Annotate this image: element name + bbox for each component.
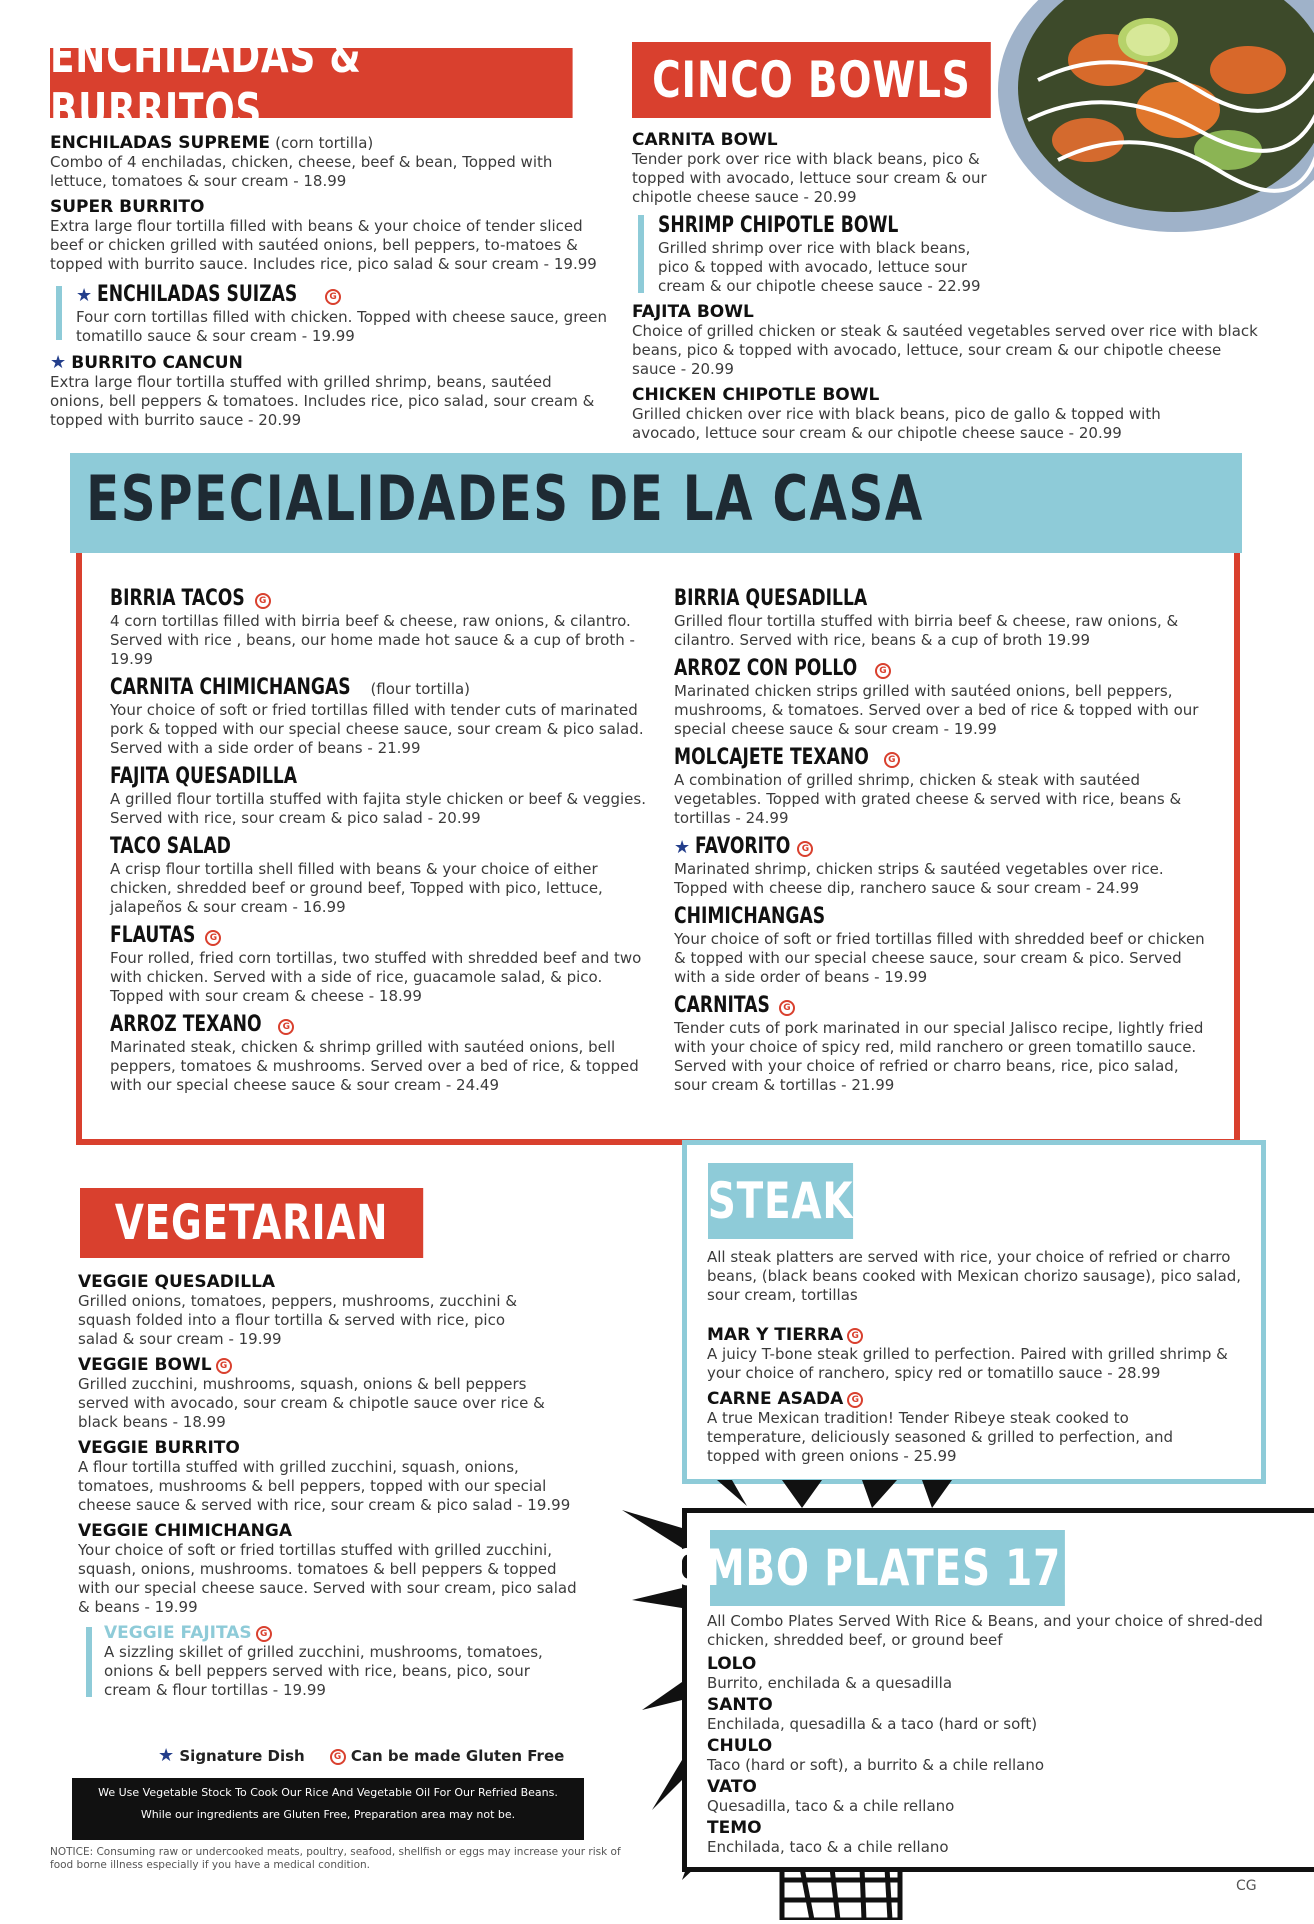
menu-item [707,1777,1267,1816]
item-desc: Enchilada, quesadilla & a taco (hard or soft) [707,1715,1038,1733]
item-desc: Burrito, enchilada & a quesadilla [707,1674,953,1692]
item-name: LOLO [707,1654,757,1674]
item-desc: A combination of grilled shrimp, chicken & steak with sautéed vegetables. Topped with grated cheese & served with rice, beans & tortillas - 24.99 [674,771,1182,827]
item-desc: A juicy T-bone steak grilled to perfection. Paired with grilled shrimp & your choice of ranchero, spicy red or tomatillo sauce - 28.99 [707,1345,1228,1382]
featured-bar [86,1627,92,1697]
cinco-banner [632,42,991,118]
item-desc: A flour tortilla stuffed with grilled zucchini, squash, onions, tomatoes, mushrooms & bell peppers, topped with our special cheese sauce & served with rice, sour cream & pico salad - 19.99 [78,1458,571,1514]
menu-item [707,1389,1252,1466]
gluten-free-icon: G [256,1626,272,1642]
star-icon: ★ [158,1745,175,1766]
item-name: VEGGIE CHIMICHANGA [78,1521,293,1541]
item-desc: Tender pork over rice with black beans, pico & topped with avocado, lettuce sour cream & our chipotle cheese sauce - 20.99 [632,150,987,206]
featured-bar [638,215,644,293]
menu-item [707,1695,1267,1734]
steak-section [707,1248,1252,1472]
item-name: BURRITO CANCUN [71,353,243,373]
gluten-free-icon: G [330,1749,346,1765]
item-desc: Taco (hard or soft), a burrito & a chile rellano [707,1756,1045,1774]
item-name: VEGGIE BURRITO [78,1438,240,1458]
footer-code: CG [1236,1878,1257,1894]
menu-item [110,834,650,917]
item-name: CHICKEN CHIPOTLE BOWL [632,385,880,405]
item-desc: A crisp flour tortilla shell filled with beans & your choice of either chicken, shredded beef or ground beef, Topped with pico, lettuce, jalapeños & sour cream - 16.99 [110,860,603,916]
item-name: ARROZ CON POLLO [674,656,858,681]
item-name: FLAUTAS [110,923,196,948]
gluten-free-icon: G [797,841,813,857]
item-desc: Grilled chicken over rice with black beans, pico de gallo & topped with avocado, lettuce sour cream & our chipotle cheese sauce - 20.99 [632,405,1161,442]
menu-item [707,1818,1267,1857]
item-desc: Your choice of soft or fried tortillas filled with shredded beef or chicken & topped with our special cheese sauce, sour cream & pico. Served with a side order of beans - 19.99 [674,930,1205,986]
gluten-free-icon: G [205,930,221,946]
menu-item-featured [78,1623,578,1700]
menu-item [78,1355,578,1432]
item-desc: Your choice of soft or fried tortillas filled with tender cuts of marinated pork & topped with our special cheese sauce, sour cream & pico salad. Served with a side order of beans - 21.99 [110,701,644,757]
cinco-section [632,130,1272,449]
item-name: SUPER BURRITO [50,197,205,217]
item-name: CARNITA BOWL [632,130,778,150]
item-name: VATO [707,1777,757,1797]
item-tag: (corn tortilla) [275,134,374,152]
menu-item [707,1654,1267,1693]
gluten-free-icon: G [884,752,900,768]
menu-item [110,764,650,828]
item-name: TACO SALAD [110,834,231,859]
item-desc: Quesadilla, taco & a chile rellano [707,1797,955,1815]
menu-item [50,352,610,430]
item-name: MOLCAJETE TEXANO [674,745,869,770]
vegetarian-title: VEGETARIAN [114,1195,389,1251]
combo-title: COMBO PLATES 17.99 [642,1539,1133,1597]
item-desc: Four corn tortillas filled with chicken. Topped with cheese sauce, green tomatillo sauce & sour cream - 19.99 [76,308,607,345]
featured-bar [56,286,62,340]
note-line-1: We Use Vegetable Stock To Cook Our Rice And Vegetable Oil For Our Refried Beans. [98,1786,558,1799]
menu-item-featured [632,213,1272,296]
item-name: SANTO [707,1695,773,1715]
menu-item [674,745,1214,828]
item-name: TEMO [707,1818,762,1838]
menu-item [632,302,1272,379]
item-name: VEGGIE BOWL [78,1355,212,1375]
menu-item [78,1438,578,1515]
menu-item-featured [50,282,610,346]
item-name: BIRRIA TACOS [110,586,245,611]
item-name: ENCHILADAS SUIZAS [97,282,298,307]
menu-item [674,834,1214,898]
gluten-free-icon: G [255,593,271,609]
item-desc: Marinated steak, chicken & shrimp grilled with sautéed onions, bell peppers, tomatoes & mushrooms. Served over a bed of rice, & topped with our special cheese sauce & sour cream - 24.49 [110,1038,639,1094]
item-desc: Grilled zucchini, mushrooms, squash, onions & bell peppers served with avocado, sour cream & chipotle sauce over rice & black beans - 18.99 [78,1375,545,1431]
gluten-free-icon: G [216,1358,232,1374]
menu-item [50,133,610,191]
star-icon: ★ [674,837,691,858]
item-name: CHULO [707,1736,773,1756]
especialidades-right [674,586,1214,1101]
item-desc: Marinated chicken strips grilled with sautéed onions, bell peppers, mushrooms, & tomatoes. Served over a bed of rice & topped with our special cheese sauce & sour cream - 19.99 [674,682,1199,738]
item-name: CARNITA CHIMICHANGAS [110,675,351,700]
item-desc: Marinated shrimp, chicken strips & sautéed vegetables over rice. Topped with cheese dip, ranchero sauce & sour cream - 24.99 [674,860,1164,897]
vegetarian-section [78,1272,578,1706]
item-desc: Tender cuts of pork marinated in our special Jalisco recipe, lightly fried with your choice of spicy red, mild ranchero or green tomatillo sauce. Served with your choice of refried or charro beans, rice, pico salad, sour cream & tortillas - 21.99 [674,1019,1204,1094]
especialidades-left [110,586,650,1101]
menu-item [707,1736,1267,1775]
item-name: MAR Y TIERRA [707,1325,844,1345]
item-name: CHIMICHANGAS [674,904,826,929]
gluten-free-icon: G [847,1392,863,1408]
menu-item [110,1012,650,1095]
item-desc: Extra large flour tortilla stuffed with grilled shrimp, beans, sautéed onions, bell peppers & tomatoes. Includes rice, pico salad, sour cream & topped with burrito sauce - 20.99 [50,373,595,429]
enchiladas-banner [50,29,573,137]
menu-item [632,385,1272,443]
item-name: CARNITAS [674,993,770,1018]
gluten-free-icon: G [779,1000,795,1016]
star-icon: ★ [50,352,67,373]
item-desc: Grilled onions, tomatoes, peppers, mushrooms, zucchini & squash folded into a flour tortilla & served with rice, pico salad & sour cream - 19.99 [78,1292,518,1348]
item-name: ENCHILADAS SUPREME [50,133,271,153]
menu-item [78,1521,578,1617]
item-desc: Choice of grilled chicken or steak & sautéed vegetables served over rice with black beans, pico & topped with avocado, lettuce, sour cream & our chipotle cheese sauce - 20.99 [632,322,1258,378]
steak-title: STEAK [707,1172,854,1230]
item-desc: A true Mexican tradition! Tender Ribeye steak cooked to temperature, deliciously seasoned & grilled to perfection, and topped with green onions - 25.99 [707,1409,1174,1465]
item-desc: Grilled shrimp over rice with black beans, pico & topped with avocado, lettuce sour cream & our chipotle cheese sauce - 22.99 [658,239,981,295]
item-name: FAJITA BOWL [632,302,754,322]
item-desc: Combo of 4 enchiladas, chicken, cheese, beef & bean, Topped with lettuce, tomatoes & sour cream - 18.99 [50,153,553,190]
menu-item [50,197,610,274]
legend-signature: Signature Dish [179,1747,305,1765]
menu-item [674,993,1214,1095]
legend [158,1745,564,1766]
combo-section [707,1612,1267,1859]
item-tag: (flour tortilla) [370,680,471,698]
item-desc: Enchilada, taco & a chile rellano [707,1838,949,1856]
menu-item [110,675,650,758]
item-name: BIRRIA QUESADILLA [674,586,868,611]
menu-item [110,923,650,1006]
item-name: ARROZ TEXANO [110,1012,262,1037]
gluten-free-icon: G [875,663,891,679]
menu-item [674,586,1214,650]
note-box [72,1778,584,1840]
menu-item [110,586,650,669]
menu-item [632,130,1272,207]
menu-item [78,1272,578,1349]
item-name: VEGGIE FAJITAS [104,1623,252,1643]
item-desc: Grilled flour tortilla stuffed with birria beef & cheese, raw onions, & cilantro. Served with rice, beans & a cup of broth 19.99 [674,612,1179,649]
note-line-2: While our ingredients are Gluten Free, Preparation area may not be. [140,1808,516,1821]
item-desc: Extra large flour tortilla filled with beans & your choice of tender sliced beef or chicken grilled with sautéed onions, bell peppers, to-matoes & topped with burrito sauce. Includes rice, pico salad & sour cream - 19.99 [50,217,597,273]
item-name: SHRIMP CHIPOTLE BOWL [658,213,899,238]
steak-intro: All steak platters are served with rice, your choice of refried or charro beans, (black beans cooked with Mexican chorizo sausage), pico salad, sour cream, tortillas [707,1248,1242,1304]
item-name: FAVORITO [695,834,791,859]
item-desc: 4 corn tortillas filled with birria beef & cheese, raw onions, & cilantro. Served with rice , beans, our home made hot sauce & a cup of broth - 19.99 [110,612,635,668]
item-desc: Your choice of soft or fried tortillas stuffed with grilled zucchini, squash, onions, mushrooms. tomatoes & bell peppers & topped with our special cheese sauce. Served with sour cream, pico salad & beans - 19.99 [78,1541,577,1616]
item-name: VEGGIE QUESADILLA [78,1272,276,1292]
legend-gluten: Can be made Gluten Free [350,1747,565,1765]
notice: NOTICE: Consuming raw or undercooked meats, poultry, seafood, shellfish or eggs may increase your risk of food borne illness especially if you have a medical condition. [50,1846,621,1871]
item-desc: A grilled flour tortilla stuffed with fajita style chicken or beef & veggies. Served with rice, sour cream & pico salad - 20.99 [110,790,646,827]
item-desc: Four rolled, fried corn tortillas, two stuffed with shredded beef and two with chicken. Served with a side of rice, guacamole salad, & pico. Topped with sour cream & cheese - 18.99 [110,949,642,1005]
especialidades-title: ESPECIALIDADES DE LA CASA [86,462,924,535]
item-name: FAJITA QUESADILLA [110,764,298,789]
menu-item [674,656,1214,739]
star-icon: ★ [76,285,93,306]
steak-banner [708,1163,853,1239]
combo-intro: All Combo Plates Served With Rice & Beans, and your choice of shred-ded chicken, shredded beef, or ground beef [707,1612,1263,1649]
combo-banner [642,1530,1133,1606]
cinco-title: CINCO BOWLS [652,51,971,109]
menu-item [674,904,1214,987]
gluten-free-icon: G [325,289,341,305]
gluten-free-icon: G [278,1019,294,1035]
menu-item [707,1325,1252,1383]
gluten-free-icon: G [847,1328,863,1344]
item-name: CARNE ASADA [707,1389,844,1409]
vegetarian-banner [80,1188,423,1258]
enchiladas-title: ENCHILADAS & BURRITOS [50,29,362,137]
enchiladas-section [50,133,610,436]
item-desc: A sizzling skillet of grilled zucchini, mushrooms, tomatoes, onions & bell peppers served with rice, beans, pico, sour cream & flour tortillas - 19.99 [104,1643,543,1699]
